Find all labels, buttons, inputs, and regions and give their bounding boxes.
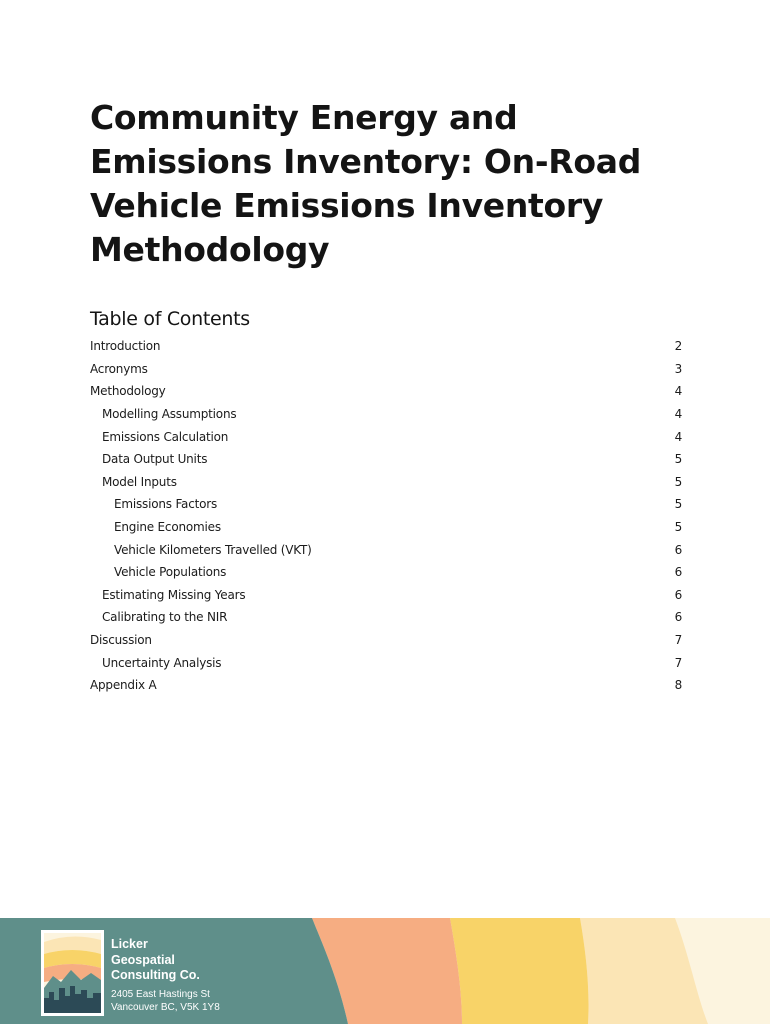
toc-entry-label: Introduction	[90, 339, 161, 354]
toc-entry-page: 4	[674, 429, 682, 444]
toc-entry-page: 4	[674, 384, 682, 399]
toc-entry-label: Calibrating to the NIR	[102, 610, 228, 625]
company-address	[111, 988, 220, 1014]
table-of-contents	[90, 335, 682, 697]
toc-entry[interactable]	[90, 380, 682, 403]
toc-entry[interactable]	[90, 651, 682, 674]
toc-entry-page: 7	[674, 655, 682, 670]
toc-heading: Table of Contents	[90, 308, 250, 330]
company-name	[111, 937, 200, 984]
toc-entry[interactable]	[90, 561, 682, 584]
toc-entry-label: Estimating Missing Years	[102, 587, 246, 602]
toc-entry-page: 6	[674, 587, 682, 602]
toc-entry-label: Methodology	[90, 384, 166, 399]
toc-entry[interactable]	[90, 335, 682, 358]
toc-entry-label: Discussion	[90, 633, 152, 648]
toc-entry[interactable]	[90, 538, 682, 561]
company-name-line: Consulting Co.	[111, 968, 200, 982]
toc-entry-page: 5	[674, 474, 682, 489]
toc-entry-label: Emissions Calculation	[102, 429, 229, 444]
company-name-line: Licker	[111, 937, 148, 951]
toc-entry[interactable]	[90, 674, 682, 697]
toc-entry[interactable]	[90, 629, 682, 652]
toc-entry-page: 3	[674, 361, 682, 376]
toc-entry-label: Data Output Units	[102, 452, 208, 467]
toc-entry-label: Engine Economies	[114, 520, 221, 535]
address-line: 2405 East Hastings St	[111, 989, 210, 1000]
footer-banner	[0, 918, 770, 1024]
toc-entry-label: Modelling Assumptions	[102, 407, 237, 422]
toc-entry[interactable]	[90, 425, 682, 448]
toc-entry-label: Emissions Factors	[114, 497, 218, 512]
toc-entry-page: 4	[674, 407, 682, 422]
toc-entry-page: 5	[674, 452, 682, 467]
toc-entry-page: 8	[674, 678, 682, 693]
toc-entry[interactable]	[90, 516, 682, 539]
toc-entry-label: Vehicle Kilometers Travelled (VKT)	[114, 542, 312, 557]
toc-entry-page: 6	[674, 565, 682, 580]
toc-entry[interactable]	[90, 403, 682, 426]
address-line: Vancouver BC, V5K 1Y8	[111, 1002, 220, 1013]
toc-entry[interactable]	[90, 471, 682, 494]
company-logo-icon	[41, 930, 104, 1016]
toc-entry[interactable]	[90, 584, 682, 607]
toc-entry[interactable]	[90, 448, 682, 471]
toc-entry[interactable]	[90, 358, 682, 381]
toc-entry-page: 6	[674, 610, 682, 625]
toc-entry-label: Acronyms	[90, 361, 148, 376]
document-title: Community Energy and Emissions Inventory: On-Road Vehicle Emissions Inventory Methodology	[90, 98, 642, 269]
toc-entry[interactable]	[90, 493, 682, 516]
toc-entry-label: Uncertainty Analysis	[102, 655, 222, 670]
toc-entry-label: Model Inputs	[102, 474, 177, 489]
toc-entry-label: Vehicle Populations	[114, 565, 227, 580]
toc-entry-page: 5	[674, 497, 682, 512]
toc-entry-page: 5	[674, 520, 682, 535]
band-yellow	[450, 918, 589, 1024]
toc-entry-label: Appendix A	[90, 678, 157, 693]
toc-entry[interactable]	[90, 606, 682, 629]
toc-entry-page: 6	[674, 542, 682, 557]
toc-entry-page: 7	[674, 633, 682, 648]
toc-entry-page: 2	[674, 339, 682, 354]
company-name-line: Geospatial	[111, 952, 175, 967]
